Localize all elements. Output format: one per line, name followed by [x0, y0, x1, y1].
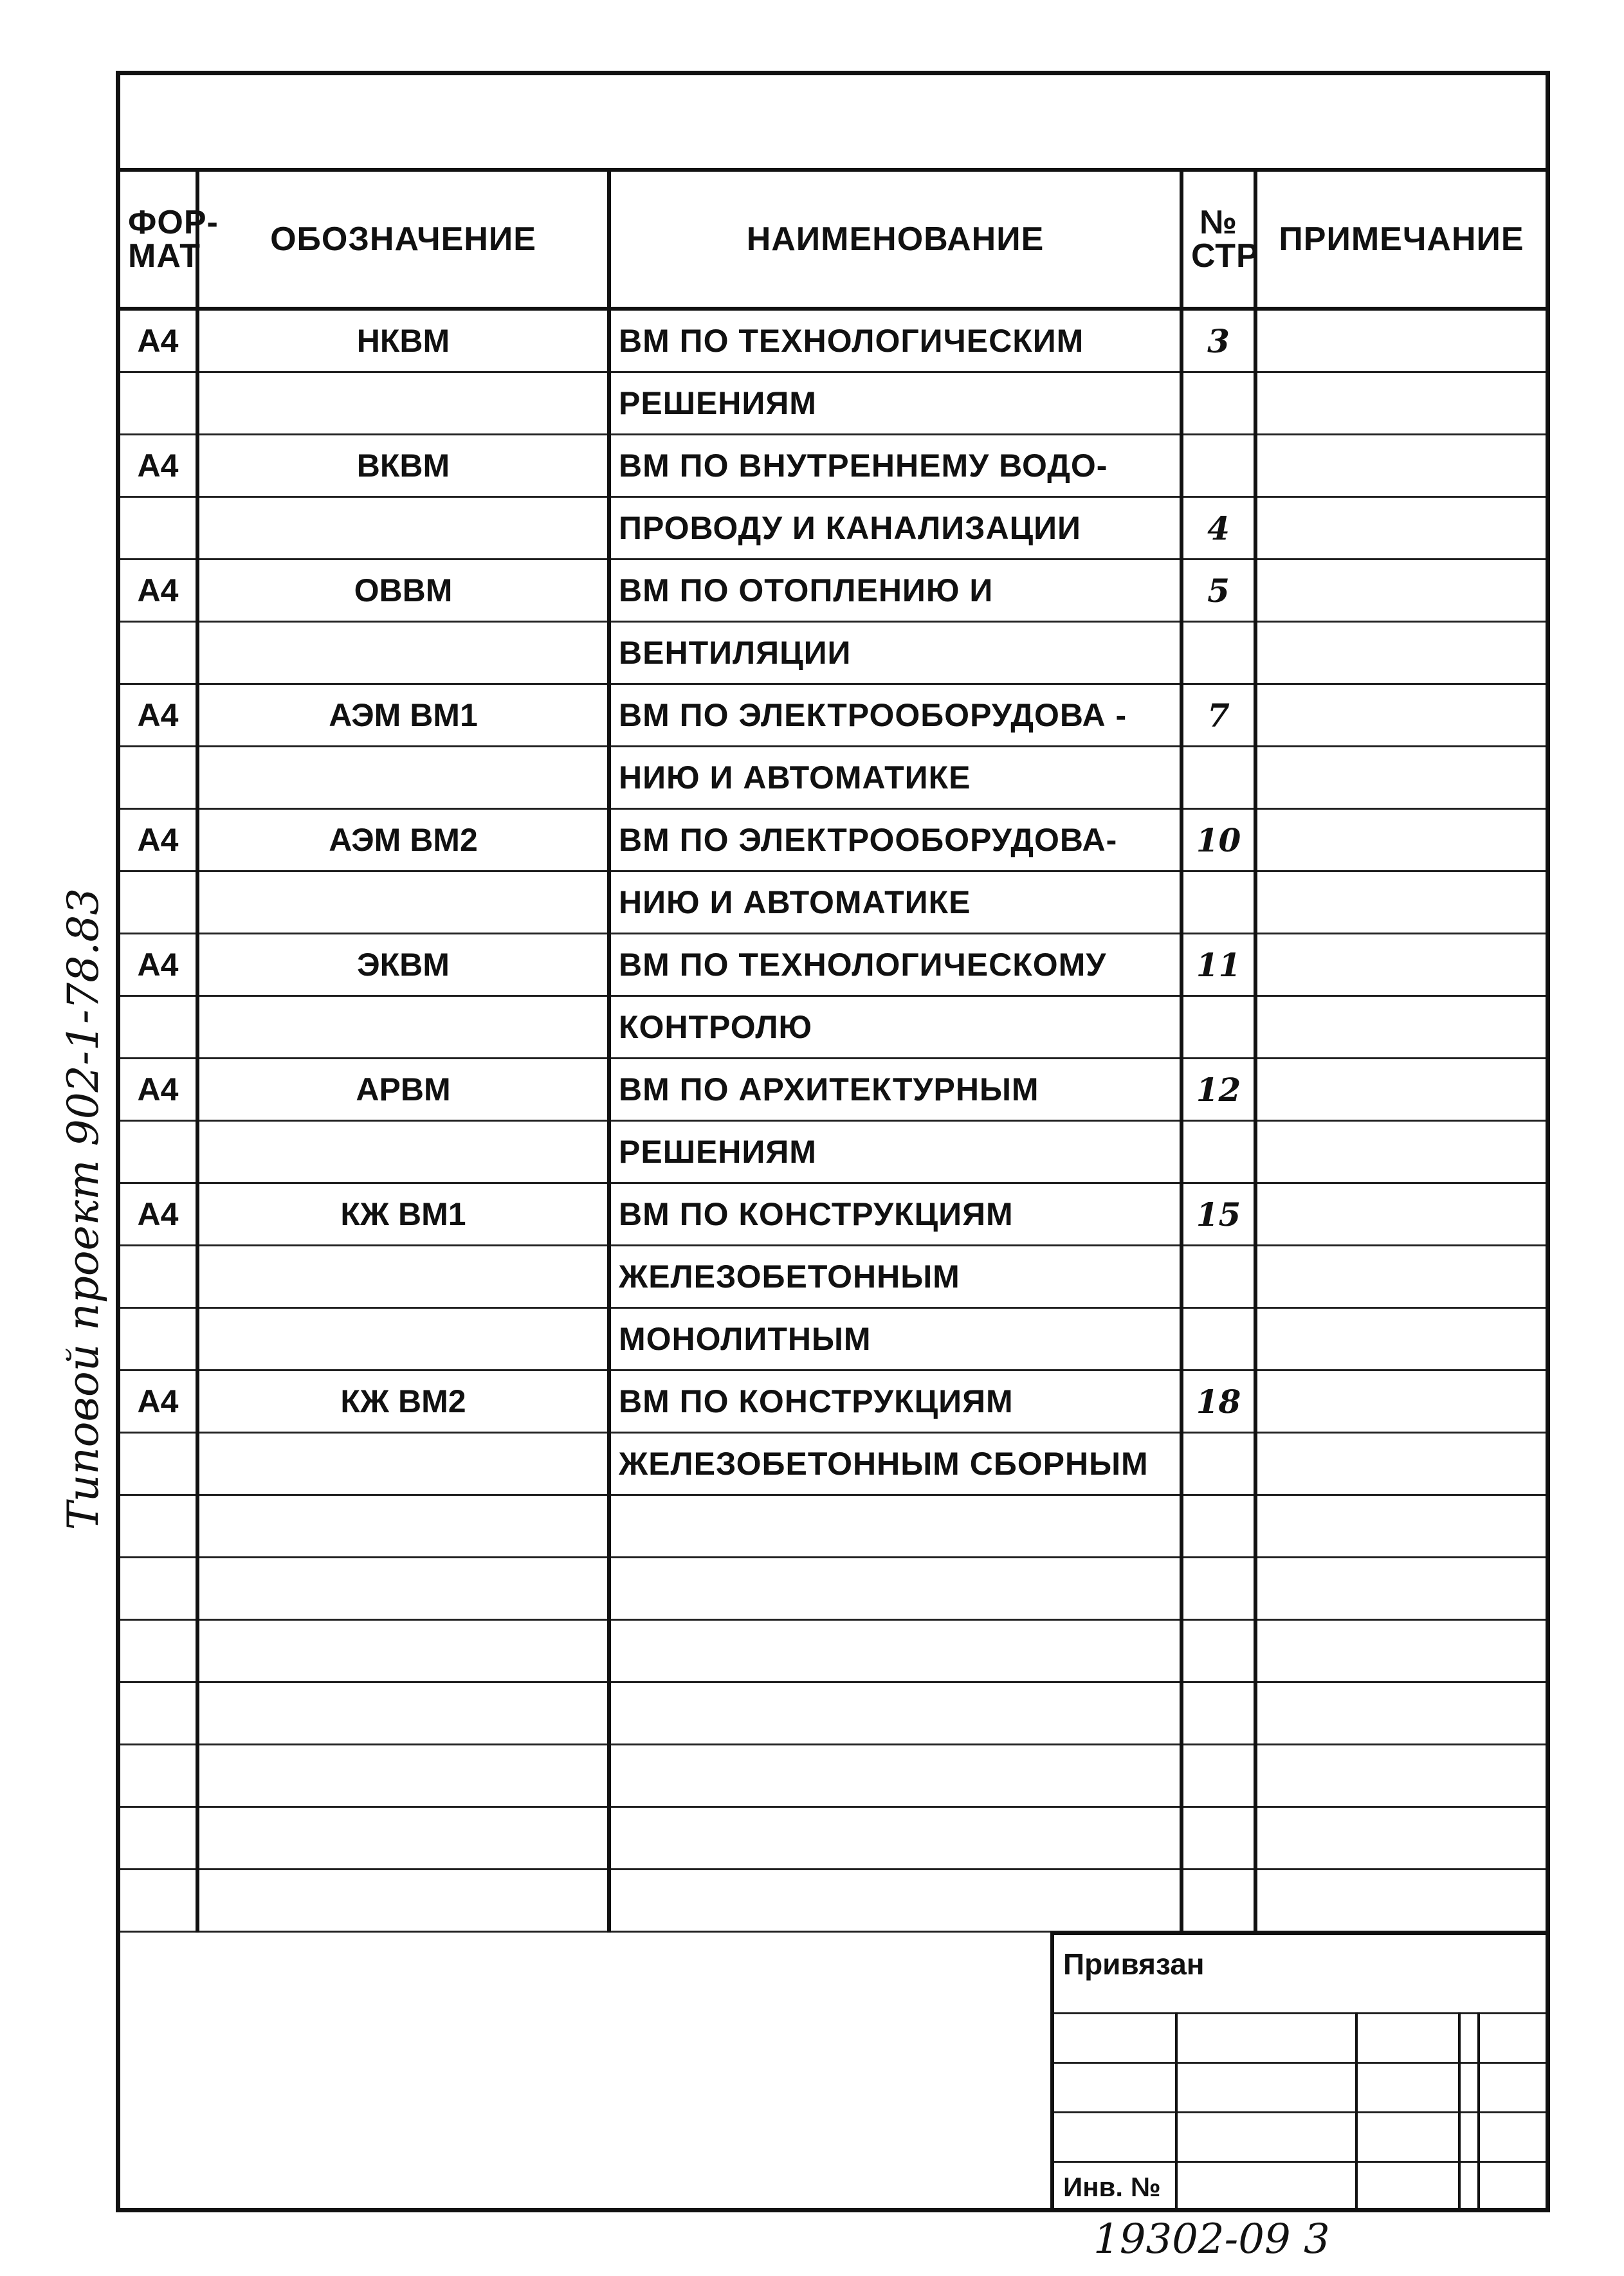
table-row [120, 372, 1546, 435]
cell-name: ВМ ПО КОНСТРУКЦИЯМ [609, 1370, 1182, 1433]
table-row [120, 1370, 1546, 1433]
cell-designation [197, 372, 609, 435]
cell-format: А4 [120, 560, 197, 622]
cell-designation: КЖ ВМ1 [197, 1183, 609, 1246]
table-row [120, 1558, 1546, 1620]
table-row [120, 309, 1546, 372]
cell-page [1182, 871, 1255, 934]
header-note: ПРИМЕЧАНИЕ [1255, 172, 1546, 309]
cell-format [120, 1745, 197, 1807]
cell-page [1182, 1308, 1255, 1370]
cell-page: 10 [1182, 809, 1255, 871]
cell-format: А4 [120, 435, 197, 497]
cell-page [1182, 622, 1255, 684]
stamp-title: Привязан [1063, 1947, 1205, 1981]
cell-designation: ЭКВМ [197, 934, 609, 996]
cell-note [1255, 1495, 1546, 1558]
cell-format [120, 1246, 197, 1308]
side-title: Типовой проект 902-1-78.83 [59, 888, 108, 1531]
cell-page [1182, 1121, 1255, 1183]
cell-format [120, 1807, 197, 1870]
cell-page [1182, 372, 1255, 435]
cell-designation [197, 1558, 609, 1620]
inventory-label: Инв. № [1063, 2172, 1161, 2202]
table-row [120, 1620, 1546, 1682]
table-row [120, 871, 1546, 934]
cell-format [120, 372, 197, 435]
table-row [120, 1682, 1546, 1745]
cell-designation [197, 1620, 609, 1682]
cell-name: ВМ ПО ЭЛЕКТРООБОРУДОВА- [609, 809, 1182, 871]
cell-page: 12 [1182, 1059, 1255, 1121]
cell-name [609, 1870, 1182, 1932]
cell-page [1182, 1433, 1255, 1495]
cell-name [609, 1558, 1182, 1620]
table-row [120, 1308, 1546, 1370]
cell-name: РЕШЕНИЯМ [609, 372, 1182, 435]
cell-format [120, 1121, 197, 1183]
cell-note [1255, 1183, 1546, 1246]
cell-format [120, 1558, 197, 1620]
header-page-text: № СТР [1191, 204, 1259, 275]
cell-note [1255, 1433, 1546, 1495]
cell-designation [197, 1495, 609, 1558]
cell-designation [197, 1745, 609, 1807]
cell-format [120, 1682, 197, 1745]
cell-note [1255, 809, 1546, 871]
spec-table [120, 172, 1546, 1933]
cell-name: ВЕНТИЛЯЦИИ [609, 622, 1182, 684]
cell-format [120, 871, 197, 934]
table-row [120, 497, 1546, 560]
cell-designation [197, 747, 609, 809]
cell-designation [197, 1308, 609, 1370]
cell-format [120, 1308, 197, 1370]
cell-note [1255, 747, 1546, 809]
cell-designation [197, 1433, 609, 1495]
table-row [120, 1433, 1546, 1495]
cell-note [1255, 309, 1546, 372]
cell-format [120, 497, 197, 560]
cell-format [120, 622, 197, 684]
cell-designation [197, 1870, 609, 1932]
cell-name [609, 1745, 1182, 1807]
header-designation: ОБОЗНАЧЕНИЕ [197, 172, 609, 309]
cell-note [1255, 1121, 1546, 1183]
cell-designation [197, 497, 609, 560]
drawing-sheet [116, 71, 1550, 2212]
cell-note [1255, 1807, 1546, 1870]
table-row [120, 1807, 1546, 1870]
cell-name: ВМ ПО ОТОПЛЕНИЮ И [609, 560, 1182, 622]
cell-note [1255, 560, 1546, 622]
table-row [120, 747, 1546, 809]
cell-page: 7 [1182, 684, 1255, 747]
cell-designation: АЭМ ВМ2 [197, 809, 609, 871]
cell-page [1182, 1682, 1255, 1745]
table-row [120, 560, 1546, 622]
header-format-text: ФОР- МАТ [128, 204, 219, 275]
cell-page [1182, 435, 1255, 497]
cell-name: МОНОЛИТНЫМ [609, 1308, 1182, 1370]
cell-note [1255, 996, 1546, 1059]
cell-format [120, 747, 197, 809]
cell-page: 3 [1182, 309, 1255, 372]
cell-note [1255, 497, 1546, 560]
cell-designation [197, 1807, 609, 1870]
cell-designation [197, 1246, 609, 1308]
cell-page [1182, 747, 1255, 809]
cell-designation [197, 871, 609, 934]
table-row [120, 809, 1546, 871]
cell-format [120, 1870, 197, 1932]
cell-format: А4 [120, 309, 197, 372]
cell-note [1255, 684, 1546, 747]
cell-note [1255, 1682, 1546, 1745]
cell-page [1182, 1807, 1255, 1870]
cell-name [609, 1495, 1182, 1558]
cell-page [1182, 1745, 1255, 1807]
cell-page [1182, 996, 1255, 1059]
cell-format [120, 1433, 197, 1495]
cell-name: ВМ ПО ВНУТРЕННЕМУ ВОДО- [609, 435, 1182, 497]
cell-note [1255, 934, 1546, 996]
cell-name [609, 1682, 1182, 1745]
cell-note [1255, 1059, 1546, 1121]
cell-name [609, 1620, 1182, 1682]
cell-format: А4 [120, 684, 197, 747]
stamp-block [1050, 1931, 1546, 2208]
cell-format [120, 1495, 197, 1558]
cell-note [1255, 1558, 1546, 1620]
cell-page [1182, 1246, 1255, 1308]
cell-designation: АЭМ ВМ1 [197, 684, 609, 747]
cell-name: ВМ ПО ЭЛЕКТРООБОРУДОВА - [609, 684, 1182, 747]
cell-note [1255, 372, 1546, 435]
table-row [120, 1183, 1546, 1246]
table-row [120, 1495, 1546, 1558]
cell-format: А4 [120, 809, 197, 871]
table-row [120, 435, 1546, 497]
cell-name: ВМ ПО КОНСТРУКЦИЯМ [609, 1183, 1182, 1246]
cell-format: А4 [120, 1370, 197, 1433]
cell-note [1255, 435, 1546, 497]
cell-note [1255, 1246, 1546, 1308]
cell-page: 18 [1182, 1370, 1255, 1433]
cell-name: ВМ ПО ТЕХНОЛОГИЧЕСКИМ [609, 309, 1182, 372]
cell-format: А4 [120, 1059, 197, 1121]
cell-designation [197, 996, 609, 1059]
cell-note [1255, 1745, 1546, 1807]
cell-name: ЖЕЛЕЗОБЕТОННЫМ [609, 1246, 1182, 1308]
spec-body [120, 309, 1546, 1932]
cell-designation [197, 622, 609, 684]
cell-designation: НКВМ [197, 309, 609, 372]
cell-name: РЕШЕНИЯМ [609, 1121, 1182, 1183]
cell-designation [197, 1121, 609, 1183]
cell-note [1255, 1620, 1546, 1682]
cell-format: А4 [120, 1183, 197, 1246]
cell-name: ПРОВОДУ И КАНАЛИЗАЦИИ [609, 497, 1182, 560]
cell-page [1182, 1495, 1255, 1558]
table-row [120, 996, 1546, 1059]
cell-note [1255, 1370, 1546, 1433]
cell-name: КОНТРОЛЮ [609, 996, 1182, 1059]
cell-page [1182, 1870, 1255, 1932]
cell-note [1255, 871, 1546, 934]
cell-page: 11 [1182, 934, 1255, 996]
header-row [120, 172, 1546, 309]
inventory-number: 19302-09 3 [1093, 2216, 1330, 2263]
cell-format: А4 [120, 934, 197, 996]
cell-page [1182, 1558, 1255, 1620]
table-row [120, 1121, 1546, 1183]
header-name: НАИМЕНОВАНИЕ [609, 172, 1182, 309]
cell-designation: КЖ ВМ2 [197, 1370, 609, 1433]
cell-format [120, 1620, 197, 1682]
top-band [120, 75, 1546, 172]
cell-format [120, 996, 197, 1059]
cell-name: НИЮ И АВТОМАТИКЕ [609, 871, 1182, 934]
table-row [120, 1870, 1546, 1932]
table-row [120, 1246, 1546, 1308]
cell-designation: АРВМ [197, 1059, 609, 1121]
cell-designation [197, 1682, 609, 1745]
cell-name: ВМ ПО АРХИТЕКТУРНЫМ [609, 1059, 1182, 1121]
cell-note [1255, 622, 1546, 684]
header-page [1182, 172, 1259, 309]
cell-note [1255, 1870, 1546, 1932]
table-row [120, 622, 1546, 684]
cell-designation: ВКВМ [197, 435, 609, 497]
table-row [120, 1745, 1546, 1807]
header-format [120, 172, 219, 309]
cell-page: 5 [1182, 560, 1255, 622]
table-row [120, 1059, 1546, 1121]
cell-name [609, 1807, 1182, 1870]
table-row [120, 684, 1546, 747]
cell-name: ЖЕЛЕЗОБЕТОННЫМ СБОРНЫМ [609, 1433, 1182, 1495]
cell-name: ВМ ПО ТЕХНОЛОГИЧЕСКОМУ [609, 934, 1182, 996]
table-row [120, 934, 1546, 996]
cell-note [1255, 1308, 1546, 1370]
cell-page: 4 [1182, 497, 1255, 560]
cell-page: 15 [1182, 1183, 1255, 1246]
cell-page [1182, 1620, 1255, 1682]
cell-name: НИЮ И АВТОМАТИКЕ [609, 747, 1182, 809]
cell-designation: ОВВМ [197, 560, 609, 622]
